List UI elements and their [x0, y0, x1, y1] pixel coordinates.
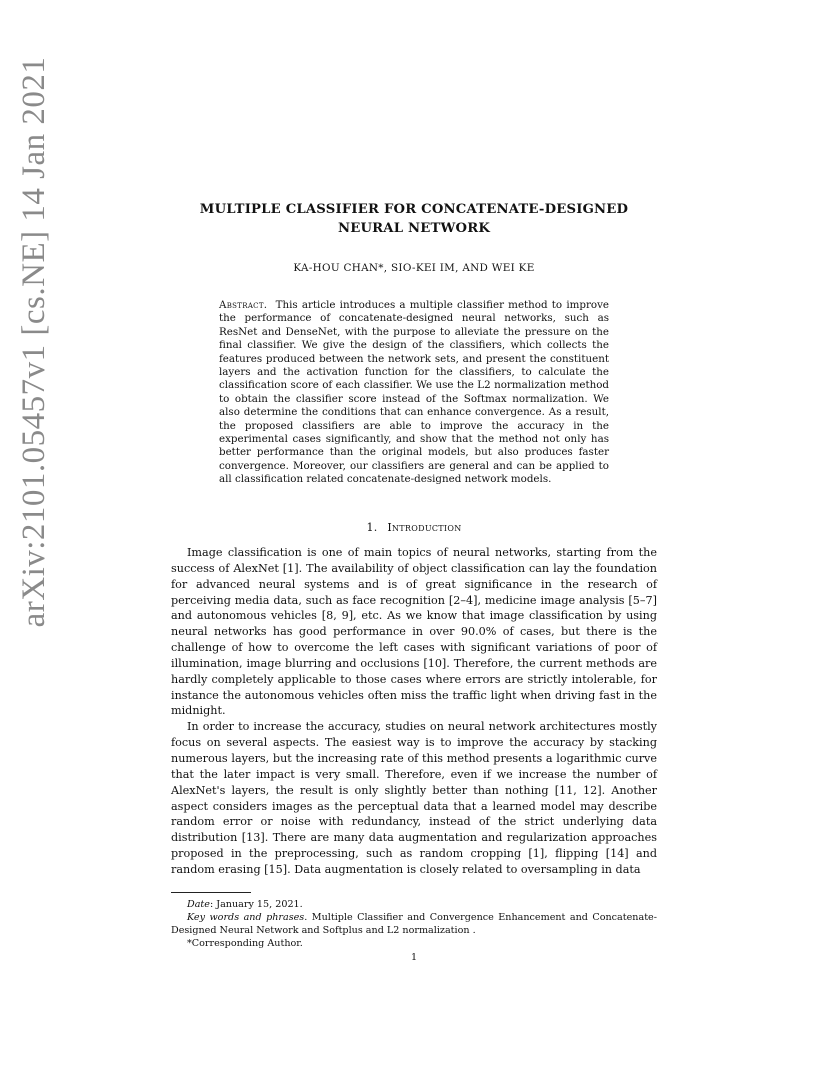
footnote-keywords-value: Multiple Classifier and Convergence Enhancement and Concatenate-Designed Neural Network and Softplus and L2 normalization . [171, 912, 657, 936]
page-number: 1 [410, 952, 418, 963]
footnotes [171, 898, 657, 950]
section-title: Introduction [387, 521, 462, 534]
footnote-keywords [171, 911, 657, 937]
footnote-rule [171, 892, 251, 893]
body-paragraph-1: Image classification is one of main topics of neural networks, starting from the success of AlexNet [1]. The availability of object classification can lay the foundation for advanced neural systems and is of great significance in the research of perceiving media data, such as face recognition [2–4], medicine image analysis [5–7] and autonomous vehicles [8, 9], etc. As we know that image classification by using neural networks has good performance in over 90.0% of cases, but there is the challenge of how to overcome the left cases with significant variations of poor of illumination, image blurring and occlusions [10]. Therefore, the current methods are hardly completely applicable to those cases where errors are strictly intolerable, for instance the autonomous vehicles often miss the traffic light when driving fast in the midnight. [171, 546, 657, 718]
footnote-keywords-label: Key words and phrases. [187, 912, 308, 923]
footnote-date-value: : January 15, 2021. [209, 899, 303, 910]
footnote-date-label: Date [187, 899, 210, 910]
paper-title [170, 200, 658, 238]
body-paragraph-2: In order to increase the accuracy, studies on neural network architectures mostly focus on several aspects. The easiest way is to improve the accuracy by stacking numerous layers, but the increasing rate of this method presents a logarithmic curve that the later impact is very small. Therefore, even if we increase the number of AlexNet's layers, the result is only slightly better than nothing [11, 12]. Another aspect considers images as the perceptual data that a learned model may describe random error or noise with redundancy, instead of the strict underlying data distribution [13]. There are many data augmentation and regularization approaches proposed in the preprocessing, such as random cropping [1], flipping [14] and random erasing [15]. Data augmentation is closely related to oversampling in data [171, 720, 657, 876]
abstract-heading: Abstract. [219, 299, 268, 311]
abstract-text: This article introduces a multiple classifier method to improve the performance of concatenate-designed neural networks, such as ResNet and DenseNet, with the purpose to alleviate the pressure on the final classifier. We give the design of the classifiers, which collects the features produced between the network sets, and present the constituent layers and the activation function for the classifiers, to calculate the classification score of each classifier. We use the L2 normalization method to obtain the classifier score instead of the Softmax normalization. We also determine the conditions that can enhance convergence. As a result, the proposed classifiers are able to improve the accuracy in the experimental cases significantly, and show that the method not only has better performance than the original models, but also produces faster convergence. Moreover, our classifiers are general and can be applied to all classification related concatenate-designed network models. [219, 299, 610, 486]
footnote-date [171, 898, 657, 911]
section-heading-introduction [170, 521, 658, 534]
footnote-corresponding: *Corresponding Author. [187, 938, 303, 949]
paper-title-line-2: NEURAL NETWORK [337, 221, 491, 236]
author-list: KA-HOU CHAN*, SIO-KEI IM, AND WEI KE [293, 262, 535, 274]
section-number: 1. [366, 521, 378, 534]
paper-title-line-1: MULTIPLE CLASSIFIER FOR CONCATENATE-DESIGNED [199, 202, 629, 217]
abstract [219, 299, 609, 487]
introduction-body [171, 545, 657, 878]
arxiv-identifier-stamp: arXiv:2101.05457v1 [cs.NE] 14 Jan 2021 [16, 56, 52, 628]
